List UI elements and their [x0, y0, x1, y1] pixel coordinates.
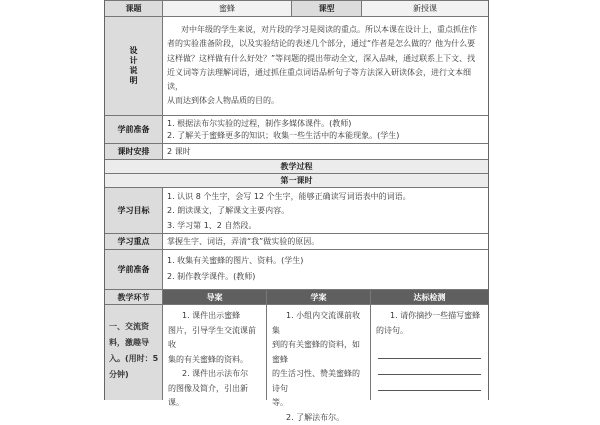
- type-label: 课型: [292, 1, 362, 16]
- check-line: 的诗句。: [376, 324, 483, 339]
- goal-line: 2. 朗读课文，了解课文主要内容。: [167, 204, 484, 218]
- check-cell: [371, 305, 488, 400]
- answer-line: [378, 346, 481, 359]
- table-header-row: [105, 290, 488, 305]
- answer-line: [378, 378, 481, 391]
- guide-line: 2. 课件出示法布尔: [168, 367, 261, 382]
- prep-text: [163, 116, 488, 143]
- focus-label: 学习重点: [105, 234, 163, 249]
- schedule-value: 2 课时: [163, 144, 488, 159]
- goal-line: 1. 认识 8 个生字，会写 12 个生字，能够正确读写词语表中的词语。: [167, 190, 484, 204]
- design-label: 设计说明: [105, 17, 163, 115]
- design-line: 这样做？这样做有什么好处？”等问题的提出带动全文，深入品味，通过联系上下文、找: [167, 52, 484, 66]
- table-row: [105, 305, 488, 400]
- study-line: 2. 了解法布尔。: [272, 411, 365, 425]
- prep-line: 2. 了解关于蜜蜂更多的知识；收集一些生活中的本能现象。(学生): [167, 130, 484, 142]
- design-line: 者的实验准备阶段，以及实验结论的表述几个部分，通过“作者是怎么做的？他为什么要: [167, 37, 484, 51]
- study-line: 的生活习性、赞美蜜蜂的诗句: [272, 367, 365, 396]
- guide-line: 1. 课件出示蜜蜂: [168, 309, 261, 324]
- topic-value: 蜜蜂: [163, 1, 292, 16]
- col-header-check: 达标检测: [371, 290, 488, 304]
- prep2-text: [163, 250, 488, 289]
- guide-line: 集的有关蜜蜂的资料。: [168, 353, 261, 368]
- lesson-title: 第一课时: [105, 174, 488, 188]
- design-line: 近义词等方法理解词语，通过抓住重点词语品析句子等方法深入研读体会，进行文本细读，: [167, 66, 484, 95]
- prep2-line: 2. 制作教学课件。(教师): [167, 269, 484, 285]
- schedule-label: 课时安排: [105, 144, 163, 159]
- topic-label: 课题: [105, 1, 163, 16]
- schedule-row: [105, 144, 488, 160]
- col-header-guide: 导案: [163, 290, 267, 304]
- study-cell: [267, 305, 371, 400]
- type-value: 新授课: [362, 1, 488, 16]
- prep2-label: 学前准备: [105, 250, 163, 289]
- prep2-row: [105, 250, 488, 290]
- guide-cell: [163, 305, 267, 400]
- design-line: 从而达到体会人物品质的目的。: [167, 94, 484, 108]
- goals-row: [105, 188, 488, 234]
- goals-text: [163, 188, 488, 233]
- goal-line: 3. 学习第 1、2 自然段。: [167, 219, 484, 233]
- design-row: [105, 17, 488, 116]
- focus-text: 掌握生字、词语，弄清“我”做实验的原因。: [163, 234, 488, 249]
- prep-line: 1. 根据法布尔实验的过程，制作多媒体课件。(教师): [167, 118, 484, 130]
- study-line: 等。: [272, 396, 365, 411]
- process-title: 教学过程: [105, 160, 488, 174]
- lesson-plan-sheet: [104, 0, 489, 400]
- study-line: 到的有关蜜蜂的资料，如蜜蜂: [272, 338, 365, 367]
- prep-label: 学前准备: [105, 116, 163, 143]
- study-line: 1. 小组内交流课前收集: [272, 309, 365, 338]
- col-header-step: 教学环节: [105, 290, 163, 304]
- design-line: 对中年级的学生来说，对片段的学习是阅读的重点。所以本课在设计上，重点抓住作: [167, 23, 484, 37]
- guide-line: 的图像及简介，引出新课。: [168, 382, 261, 411]
- col-header-study: 学案: [267, 290, 371, 304]
- focus-row: [105, 234, 488, 250]
- guide-line: 图片，引导学生交流课前收: [168, 324, 261, 353]
- goals-label: 学习目标: [105, 188, 163, 233]
- check-line: 1. 请你摘抄一些描写蜜蜂: [376, 309, 483, 324]
- answer-line: [378, 362, 481, 375]
- design-text: [163, 17, 488, 115]
- header-row: [105, 0, 488, 17]
- prep2-line: 1. 收集有关蜜蜂的图片、资料。(学生): [167, 253, 484, 269]
- prep-row: [105, 116, 488, 144]
- section-label: 一、交流资料，激趣导入。(用时：5分钟): [105, 305, 163, 400]
